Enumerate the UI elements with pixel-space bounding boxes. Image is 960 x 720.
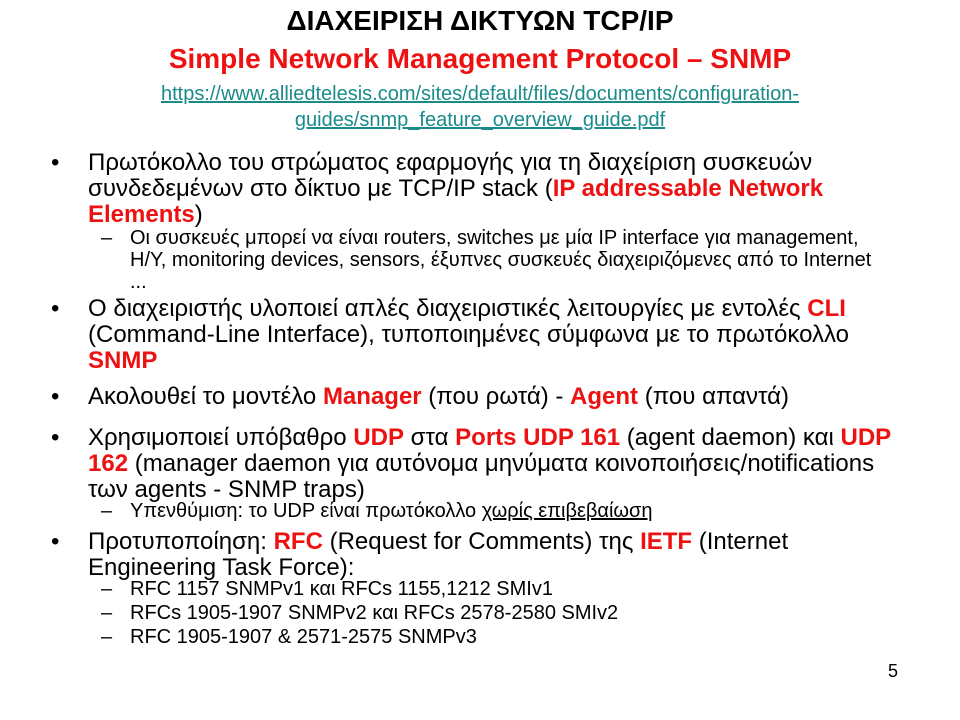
slide-title: ΔΙΑΧΕΙΡΙΣΗ ΔΙΚΤΥΩΝ TCP/IP bbox=[286, 5, 674, 36]
bullet-text: Χρησιμοποιεί υπόβαθρο bbox=[88, 424, 354, 451]
sub-bullet-devices: Οι συσκευές μπορεί να είναι routers, switches με μία IP interface για management, H/Y, monitoring devices, sensors, έξυπνες συσκευές διαχειριζόμενες από το Internet ... bbox=[130, 227, 872, 293]
bullet-marker: • bbox=[51, 528, 60, 555]
highlight-text: IP addressable Network Elements bbox=[88, 175, 824, 228]
bullet-standardization bbox=[88, 529, 918, 581]
highlight-text: UDP bbox=[353, 424, 404, 451]
bullet-udp-ports bbox=[88, 425, 918, 503]
sub-bullet-rfc-v2: RFCs 1905-1907 SNMPv2 και RFCs 2578-2580 SMIv2 bbox=[130, 602, 619, 624]
dash-marker: – bbox=[101, 602, 113, 624]
underlined-text: χωρίς επιβεβαίωση bbox=[481, 500, 653, 522]
bullet-text: στα bbox=[403, 424, 456, 451]
bullet-text: Προτυποποίηση: bbox=[88, 528, 274, 555]
bullet-text: (που απαντά) bbox=[638, 383, 790, 410]
highlight-text: CLI bbox=[807, 295, 846, 322]
reference-link-line1[interactable]: https://www.alliedtelesis.com/sites/default/files/documents/configuration- bbox=[160, 83, 800, 105]
reference-link-line2[interactable]: guides/snmp_feature_overview_guide.pdf bbox=[294, 109, 666, 131]
bullet-protocol-scope bbox=[88, 150, 918, 228]
bullet-text: ) bbox=[194, 201, 203, 228]
bullet-manager-agent bbox=[88, 384, 918, 410]
bullet-text: (agent daemon) και bbox=[620, 424, 841, 451]
sub-bullet-rfc-v3: RFC 1905-1907 & 2571-2575 SNMPv3 bbox=[130, 626, 477, 648]
dash-marker: – bbox=[101, 578, 113, 600]
bullet-text: (manager daemon για αυτόνομα μηνύματα κοινοποιήσεις/notifications των agents - SNMP traps) bbox=[88, 450, 875, 503]
bullet-text: Πρωτόκολλο του στρώματος εφαρμογής για τη διαχείριση συσκευών συνδεδεμένων στο δίκτυο με TCP/IP stack ( bbox=[88, 149, 813, 202]
highlight-text: IETF bbox=[640, 528, 693, 555]
highlight-text: Manager bbox=[322, 383, 422, 410]
sub-bullet-text: Υπενθύμιση: το UDP είναι πρωτόκολλο bbox=[130, 500, 482, 522]
highlight-text: Agent bbox=[570, 383, 639, 410]
highlight-text: RFC bbox=[273, 528, 323, 555]
bullet-text: (Request for Comments) της bbox=[322, 528, 641, 555]
bullet-text: (Internet Engineering Task Force): bbox=[88, 528, 789, 581]
bullet-marker: • bbox=[51, 295, 60, 322]
dash-marker: – bbox=[101, 227, 113, 249]
dash-marker: – bbox=[101, 500, 113, 522]
bullet-text: (που ρωτά) - bbox=[421, 383, 571, 410]
highlight-text: Ports UDP 161 bbox=[455, 424, 621, 451]
page-number: 5 bbox=[888, 661, 899, 681]
bullet-marker: • bbox=[51, 424, 60, 451]
highlight-text: SNMP bbox=[88, 347, 158, 374]
bullet-text: (Command-Line Interface), τυποποιημένες σύμφωνα με το πρωτόκολλο bbox=[88, 321, 849, 348]
dash-marker: – bbox=[101, 626, 113, 648]
highlight-text: UDP 162 bbox=[88, 424, 891, 477]
bullet-marker: • bbox=[51, 149, 60, 176]
sub-bullet-udp-reminder bbox=[130, 500, 890, 522]
bullet-cli-operations bbox=[88, 296, 918, 374]
reference-link[interactable] bbox=[80, 81, 880, 133]
bullet-text: Ο διαχειριστής υλοποιεί απλές διαχειριστικές λειτουργίες με εντολές bbox=[88, 295, 808, 322]
bullet-text: Ακολουθεί το μοντέλο bbox=[88, 383, 323, 410]
bullet-marker: • bbox=[51, 383, 60, 410]
sub-bullet-rfc-v1: RFC 1157 SNMPv1 και RFCs 1155,1212 SMIv1 bbox=[130, 578, 553, 600]
slide-subtitle: Simple Network Management Protocol – SNMP bbox=[168, 43, 792, 74]
